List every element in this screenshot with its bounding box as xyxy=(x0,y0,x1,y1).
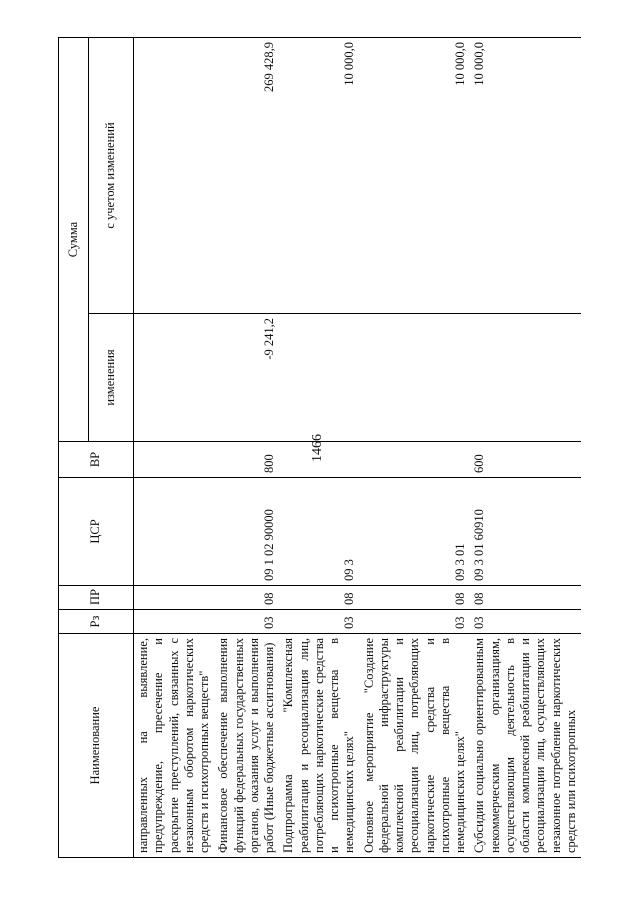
row-total xyxy=(134,38,215,314)
table-row xyxy=(279,38,359,858)
row-vr xyxy=(134,442,215,478)
header-changes: изменения xyxy=(89,314,134,442)
row-vr xyxy=(279,442,359,478)
row-changes xyxy=(279,314,359,442)
row-csr: 09 3 01 60910 xyxy=(470,478,581,586)
row-vr xyxy=(360,442,471,478)
table-row xyxy=(470,38,581,858)
page-number: 1466 xyxy=(310,434,325,462)
row-rz: 03 xyxy=(279,610,359,634)
row-pr: 08 xyxy=(279,586,359,610)
row-name: Субсидии социально ориентированным некоммерческим организациям, осуществляющим деятельность в области комплексной реабилитации и ресоциализации лиц, осуществляющих незаконное потребление наркотических средств или психотропных xyxy=(470,634,581,858)
row-changes xyxy=(360,314,471,442)
header-rz: Рз xyxy=(59,610,134,634)
row-rz: 03 xyxy=(470,610,581,634)
header-name: Наименование xyxy=(59,634,134,858)
header-with-changes: с учетом изменений xyxy=(89,38,134,314)
row-csr: 09 3 01 xyxy=(360,478,471,586)
table-row xyxy=(134,38,215,858)
row-changes xyxy=(470,314,581,442)
row-changes xyxy=(134,314,215,442)
row-rz: 03 xyxy=(214,610,279,634)
row-total: 269 428,9 xyxy=(214,38,279,314)
budget-table-container xyxy=(58,38,578,858)
row-total: 10 000,0 xyxy=(470,38,581,314)
header-sum: Сумма xyxy=(59,38,89,442)
budget-table xyxy=(58,37,581,858)
row-name: Финансовое обеспечение выполнения функций федеральных государственных органов, оказания услуг и выполнения работ (Иные бюджетные ассигнования) xyxy=(214,634,279,858)
row-rz: 03 xyxy=(360,610,471,634)
row-rz xyxy=(134,610,215,634)
table-row xyxy=(360,38,471,858)
header-vr: ВР xyxy=(59,442,134,478)
header-pr: ПР xyxy=(59,586,134,610)
row-pr xyxy=(134,586,215,610)
row-csr: 09 1 02 90000 xyxy=(214,478,279,586)
row-name: Основное мероприятие "Создание федеральной инфраструктуры комплексной реабилитации и ресоциализации лиц, потребляющих наркотические средства и психотропные вещества в немедицинских целях" xyxy=(360,634,471,858)
row-changes: -9 241,2 xyxy=(214,314,279,442)
row-total: 10 000,0 xyxy=(279,38,359,314)
row-pr: 08 xyxy=(360,586,471,610)
row-name: Подпрограмма "Комплексная реабилитация и ресоциализация лиц, потребляющих наркотические средства и психотропные вещества в немедицинских целях" xyxy=(279,634,359,858)
row-vr: 600 xyxy=(470,442,581,478)
row-csr: 09 3 xyxy=(279,478,359,586)
row-csr xyxy=(134,478,215,586)
row-pr: 08 xyxy=(470,586,581,610)
row-vr: 800 xyxy=(214,442,279,478)
row-pr: 08 xyxy=(214,586,279,610)
row-name: направленных на выявление, предупреждение, пресечение и раскрытие преступлений, связанных с незаконным оборотом наркотических средств и психотропных веществ" xyxy=(134,634,215,858)
table-row xyxy=(214,38,279,858)
header-csr: ЦСР xyxy=(59,478,134,586)
row-total: 10 000,0 xyxy=(360,38,471,314)
